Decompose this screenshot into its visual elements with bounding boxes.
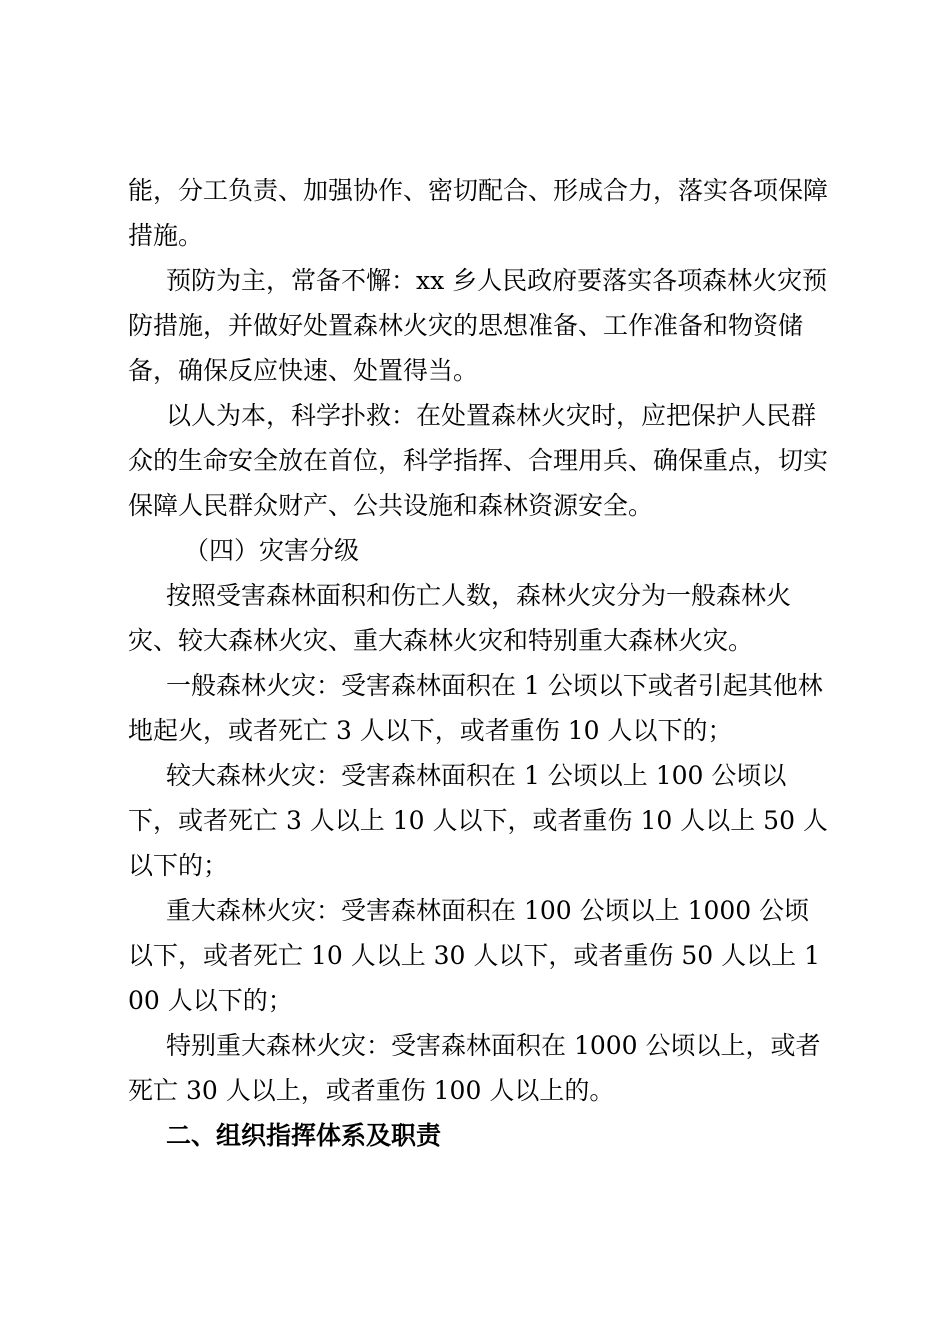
document-body [128,168,828,1158]
paragraph-continuation: 能，分工负责、加强协作、密切配合、形成合力，落实各项保障措施。 [128,176,829,250]
paragraph-prevention: 预防为主，常备不懈：xx 乡人民政府要落实各项森林火灾预防措施，并做好处置森林火灾的思想准备、工作准备和物资储备，确保反应快速、处置得当。 [128,266,828,385]
paragraph-general-fire: 一般森林火灾：受害森林面积在 1 公顷以下或者引起其他林地起火，或者死亡 3 人以下，或者重伤 10 人以下的； [128,671,823,745]
paragraph-major-fire: 重大森林火灾：受害森林面积在 100 公顷以上 1000 公顷以下，或者死亡 10 人以上 30 人以下，或者重伤 50 人以上 100 人以下的； [128,896,820,1015]
paragraph-grading-intro: 按照受害森林面积和伤亡人数，森林火灾分为一般森林火灾、较大森林火灾、重大森林火灾和特别重大森林火灾。 [128,581,792,655]
paragraph-people-first: 以人为本，科学扑救：在处置森林火灾时，应把保护人民群众的生命安全放在首位，科学指挥、合理用兵、确保重点，切实保障人民群众财产、公共设施和森林资源安全。 [128,401,829,520]
section-heading-organization: 二、组织指挥体系及职责 [166,1121,442,1150]
paragraph-especially-major-fire: 特别重大森林火灾：受害森林面积在 1000 公顷以上，或者死亡 30 人以上，或者重伤 100 人以上的。 [128,1031,821,1105]
paragraph-larger-fire: 较大森林火灾：受害森林面积在 1 公顷以上 100 公顷以下，或者死亡 3 人以上 10 人以下，或者重伤 10 人以上 50 人以下的； [128,761,828,880]
subheading-disaster-grading: （四）灾害分级 [184,536,360,565]
